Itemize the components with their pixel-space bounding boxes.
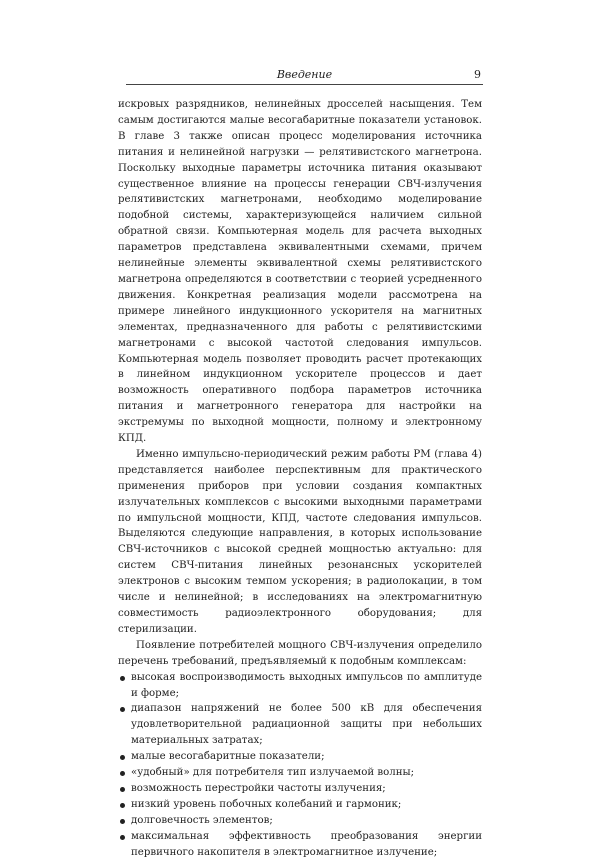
list-item: возможность перестройки частоты излучения;	[118, 781, 482, 797]
chapter-title: Введение	[276, 68, 333, 81]
page-number: 9	[474, 68, 481, 81]
bullet-icon	[120, 676, 125, 681]
list-item: высокая воспроизводимость выходных импульсов по амплитуде и форме;	[118, 670, 482, 702]
list-item: максимальная эффективность преобразования энергии первичного накопителя в электромагнитное излучение;	[118, 829, 482, 861]
paragraph-1: искровых разрядников, нелинейных дросселей насыщения. Тем самым достигаются малые весогабаритные показатели установок. В главе 3 также описан процесс моделирования источника питания и нелинейной нагрузки — релятивистского магнетрона. Поскольку выходные параметры источника питания оказывают существенное влияние на процессы генерации СВЧ-излучения релятивистских магнетронами, необходимо моделирование подобной системы, характеризующейся наличием сильной обратной связи. Компьютерная модель для расчета выходных параметров представлена эквивалентными схемами, причем нелинейные элементы эквивалентной схемы релятивистского магнетрона определяются в соответствии с теорией усредненного движения. Конкретная реализация модели рассмотрена на примере линейного индукционного ускорителя на магнитных элементах, предназначенного для работы с релятивистскими магнетронами с высокой частотой следования импульсов. Компьютерная модель позволяет проводить расчет протекающих в линейном индукционном ускорителе процессов и дает возможность оперативного подбора параметров источника питания и магнетронного генератора для настройки на экстремумы по выходной мощности, полному и электронному КПД.	[118, 99, 482, 445]
list-item: низкий уровень побочных колебаний и гармоник;	[118, 797, 482, 813]
list-item: долговечность элементов;	[118, 813, 482, 829]
paragraph-3: Появление потребителей мощного СВЧ-излучения определило перечень требований, предъявляемый к подобным комплексам:	[118, 639, 482, 667]
bullet-icon	[120, 707, 125, 712]
bullet-icon	[120, 803, 125, 808]
bullet-icon	[120, 771, 125, 776]
page-body	[118, 97, 482, 861]
bullet-icon	[120, 755, 125, 760]
bullet-icon	[120, 835, 125, 840]
requirements-list	[118, 670, 482, 861]
list-item: малые весогабаритные показатели;	[118, 749, 482, 765]
paragraph-2: Именно импульсно-периодический режим работы РМ (глава 4) представляется наиболее перспективным для практического применения приборов при условии создания компактных излучательных комплексов с высокими выходными параметрами по импульсной мощности, КПД, частоте следования импульсов. Выделяются следующие направления, в которых использование СВЧ-источников с высокой средней мощностью актуально: для систем СВЧ-питания линейных резонансных ускорителей электронов с высоким темпом ускорения; в радиолокации, в том числе и нелинейной; в исследованиях на электромагнитную совместимость радиоэлектронного оборудования; для стерилизации.	[118, 448, 482, 635]
list-item: «удобный» для потребителя тип излучаемой волны;	[118, 765, 482, 781]
list-item: диапазон напряжений не более 500 кВ для обеспечения удовлетворительной радиационной защиты при небольших материальных затратах;	[118, 701, 482, 749]
bullet-icon	[120, 787, 125, 792]
running-head	[126, 66, 483, 85]
bullet-icon	[120, 819, 125, 824]
